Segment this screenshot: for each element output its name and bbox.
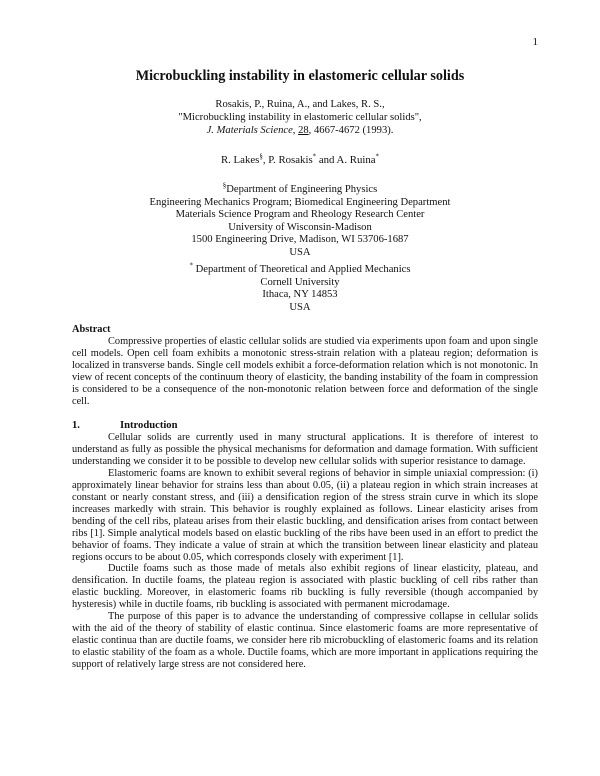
author-lakes: R. Lakes (220, 154, 260, 166)
affiliation-line: USA (289, 246, 311, 258)
affiliation-line: University of Wisconsin-Madison (228, 221, 372, 233)
affiliation-line: Engineering Mechanics Program; Biomedical Engineering Department (149, 196, 451, 208)
author-lakes-mark: § (259, 152, 263, 161)
affiliation-line: USA (289, 301, 311, 313)
abstract-text: Compressive properties of elastic cellular solids are studied via experiments upon foam and upon single cell models. Open cell foam exhibits a monotonic stress-strain relation with a plateau region; deformation is localized in transverse bands. Single cell models exhibit a force-deformation relation which is not monotonic. In view of recent concepts of the continuum theory of elasticity, the banding instability of the foam in compression is considered to be a consequence of the non-monotonic relation between force and deformation of the single cell. (72, 336, 538, 407)
affiliation-line: Department of Engineering Physics (226, 184, 378, 195)
citation-source: J. Materials Science, 28, 4667-4672 (1993). (206, 125, 394, 136)
paragraph: Ductile foams such as those made of metals also exhibit regions of linear elasticity, plateau, and densification. In ductile foams, the plateau region is associated with plastic buckling of cell ribs rather than elastic buckling. Moreover, in elastomeric foams rib buckling is fully reversible (though accompanied by hysteresis) while in ductile foams, rib buckling is associated with permanent microdamage. (72, 563, 538, 611)
author-ruina-mark: * (375, 152, 380, 161)
paper-title: Microbuckling instability in elastomeric cellular solids (135, 68, 465, 84)
author-rosakis-mark: * (312, 152, 317, 161)
affiliation-line: Cornell University (260, 276, 340, 288)
citation-block (0, 98, 600, 137)
page-number: 1 (532, 36, 538, 48)
abstract-heading: Abstract (72, 324, 111, 335)
citation-journal: J. Materials Science (206, 125, 293, 136)
section-heading-introduction (72, 420, 178, 431)
citation-pages: , 4667-4672 (1993). (308, 125, 394, 136)
paragraph: Cellular solids are currently used in many structural applications. It is therefore of interest to understand as fully as possible the physical mechanisms for deformation and damage formation. With sufficient understanding we consider it to be possible to develop new cellular solids with superior resistance to damage. (72, 432, 538, 467)
citation-authors: Rosakis, P., Ruina, A., and Lakes, R. S., (215, 99, 385, 110)
affiliation-wisconsin (0, 181, 600, 260)
affiliation-line: 1500 Engineering Drive, Madison, WI 53706-1687 (191, 234, 409, 246)
paragraph: Elastomeric foams are known to exhibit several regions of behavior in simple uniaxial compression: (i) approximately linear behavior for strains less than about 0.05, (ii) a plateau region in which strain increases at constant or nearly constant stress, and (iii) a densification region of the stress strain curve in which its slope increases markedly with strain. This behavior is roughly explained as follows. Linear elasticity arises from bending of the cell ribs, plateau arises from their elastic buckling, and densification arises from contact between ribs [1]. Simple analytical models based on elastic buckling of the ribs have been used in an effort to predict the behavior of foams. They indicate a value of strain at which the transition between linear elasticity and plateau regions occurs to be about 0.05, which corresponds closely with experiment [1]. (72, 467, 538, 563)
affiliation-line: Department of Theoretical and Applied Mechanics (193, 264, 411, 275)
citation-title: "Microbuckling instability in elastomeric cellular solids", (178, 112, 422, 123)
affiliation-line: Materials Science Program and Rheology Research Center (175, 209, 425, 221)
affiliation-line: Ithaca, NY 14853 (262, 289, 338, 301)
affiliation-mark: * (189, 261, 193, 270)
section-title: Introduction (120, 420, 178, 431)
citation-volume: 28 (298, 125, 309, 136)
author-rosakis: , P. Rosakis (262, 154, 313, 166)
section-number: 1. (72, 420, 80, 431)
introduction-body (72, 432, 538, 671)
author-ruina: and A. Ruina (316, 154, 376, 166)
paragraph: The purpose of this paper is to advance the understanding of compressive collapse in cellular solids with the aid of the theory of stability of elastic continua. Since elastomeric foams are more representative of elastic continua than are ductile foams, we consider here rib microbuckling of elastomeric foams and its relation to elastic stability of the foam as a whole. Ductile foams, which are more important in applications requiring the support of relatively large stress are not considered here. (72, 611, 538, 671)
abstract-body (72, 336, 538, 408)
affiliation-mark: § (222, 181, 227, 190)
author-line (0, 154, 600, 166)
affiliation-cornell (0, 261, 600, 314)
